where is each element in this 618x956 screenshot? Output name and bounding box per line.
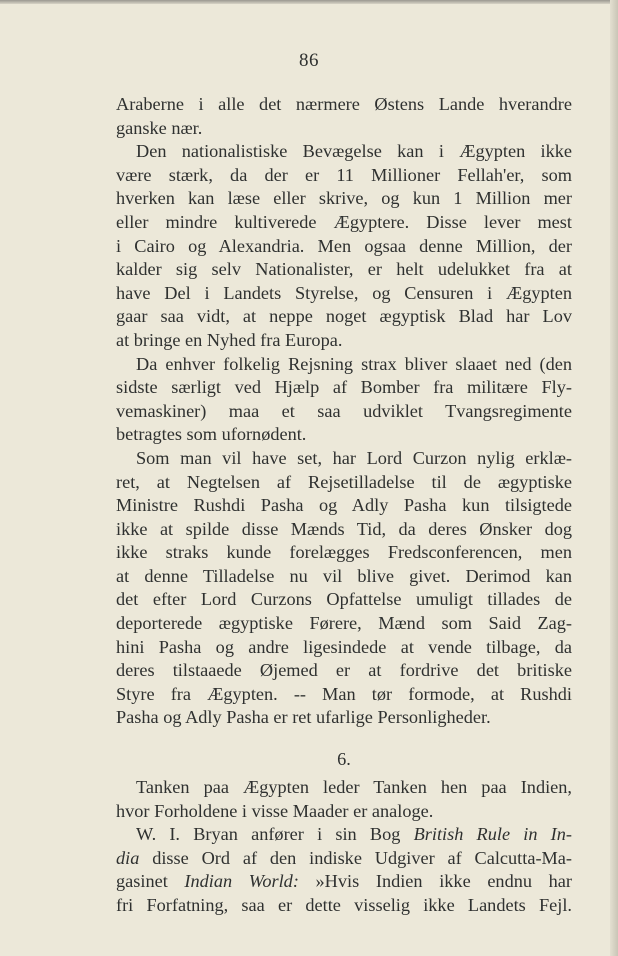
- body-text: [116, 93, 572, 918]
- text-line: [116, 870, 572, 894]
- book-title-end: dia: [116, 847, 140, 868]
- text-line: deres tilstaaede Øjemed er at fordrive det britiske: [116, 660, 572, 681]
- text-line: gaar saa vidt, at neppe noget ægyptisk Blad har Lov: [116, 306, 572, 327]
- page-top-edge: [0, 0, 618, 4]
- text-line: Tanken paa Ægypten leder Tanken hen paa Indien,: [136, 777, 572, 798]
- text-line: ganske nær.: [116, 117, 203, 138]
- text-line: hvor Forholdene i visse Maader er analoge.: [116, 800, 434, 821]
- text-fragment: disse Ord af den indiske Udgiver af Calcutta-Ma-: [139, 847, 572, 868]
- text-line: være stærk, da der er 11 Millioner Fellah'er, som: [116, 164, 572, 185]
- paragraph-2: [116, 140, 572, 352]
- text-line: betragtes som ufornødent.: [116, 424, 307, 445]
- text-line: Som man vil have set, har Lord Curzon nylig erklæ-: [136, 447, 572, 468]
- book-title: British Rule in In-: [413, 824, 572, 845]
- text-line: kalder sig selv Nationalister, er helt udelukket fra at: [116, 259, 572, 280]
- text-line: ikke at spilde disse Mænds Tid, da deres Ønsker dog: [116, 518, 572, 539]
- text-line: ikke straks kunde forelægges Fredsconferencen, men: [116, 542, 572, 563]
- text-line: eller mindre kultiverede Ægyptere. Disse lever mest: [116, 211, 572, 232]
- text-line: vemaskiner) maa et saa udviklet Tvangsregimente: [116, 400, 572, 421]
- magazine-title: Indian World:: [184, 871, 299, 892]
- text-line: Araberne i alle det nærmere Østens Lande hverandre: [116, 94, 572, 114]
- text-line: [116, 847, 572, 871]
- paragraph-3: [116, 353, 572, 447]
- text-line: Den nationalistiske Bevægelse kan i Ægypten ikke: [136, 141, 572, 162]
- paragraph-1: [116, 93, 572, 140]
- text-line: Ministre Rushdi Pasha og Adly Pasha kun tilsigtede: [116, 495, 572, 516]
- text-line: hini Pasha og andre ligesindede at vende tilbage, da: [116, 636, 572, 657]
- text-line: hverken kan læse eller skrive, og kun 1 Million mer: [116, 188, 572, 209]
- text-fragment: W. I. Bryan anfører i sin Bog: [136, 824, 414, 845]
- paragraph-6: [116, 823, 572, 917]
- text-line: Pasha og Adly Pasha er ret ufarlige Personligheder.: [116, 707, 491, 728]
- text-line: Da enhver folkelig Rejsning strax bliver slaaet ned (den: [136, 353, 572, 374]
- text-line: sidste særligt ved Hjælp af Bomber fra militære Fly-: [116, 377, 572, 398]
- text-line: Styre fra Ægypten. -- Man tør formode, at Rushdi: [116, 683, 572, 704]
- paragraph-5: [116, 776, 572, 823]
- text-line: have Del i Landets Styrelse, og Censuren i Ægypten: [116, 282, 572, 303]
- text-line: at bringe en Nyhed fra Europa.: [116, 329, 343, 350]
- text-line: fri Forfatning, saa er dette visselig ikke Landets Fejl.: [116, 895, 572, 915]
- text-fragment: »Hvis Indien ikke endnu har: [298, 871, 572, 892]
- paragraph-4: [116, 447, 572, 730]
- text-line: [116, 823, 572, 847]
- page-number: 86: [299, 50, 319, 71]
- text-line: deporterede ægyptiske Førere, Mænd som Said Zag-: [116, 613, 572, 634]
- page-right-edge: [610, 0, 618, 956]
- text-line: ret, at Negtelsen af Rejsetilladelse til de ægyptiske: [116, 471, 572, 492]
- section-number: 6.: [337, 749, 351, 770]
- text-line: at denne Tilladelse nu vil blive givet. Derimod kan: [116, 565, 572, 586]
- text-line: det efter Lord Curzons Opfattelse umuligt tillades de: [116, 589, 572, 610]
- text-line: i Cairo og Alexandria. Men ogsaa denne Million, der: [116, 235, 572, 256]
- text-fragment: gasinet: [116, 871, 185, 892]
